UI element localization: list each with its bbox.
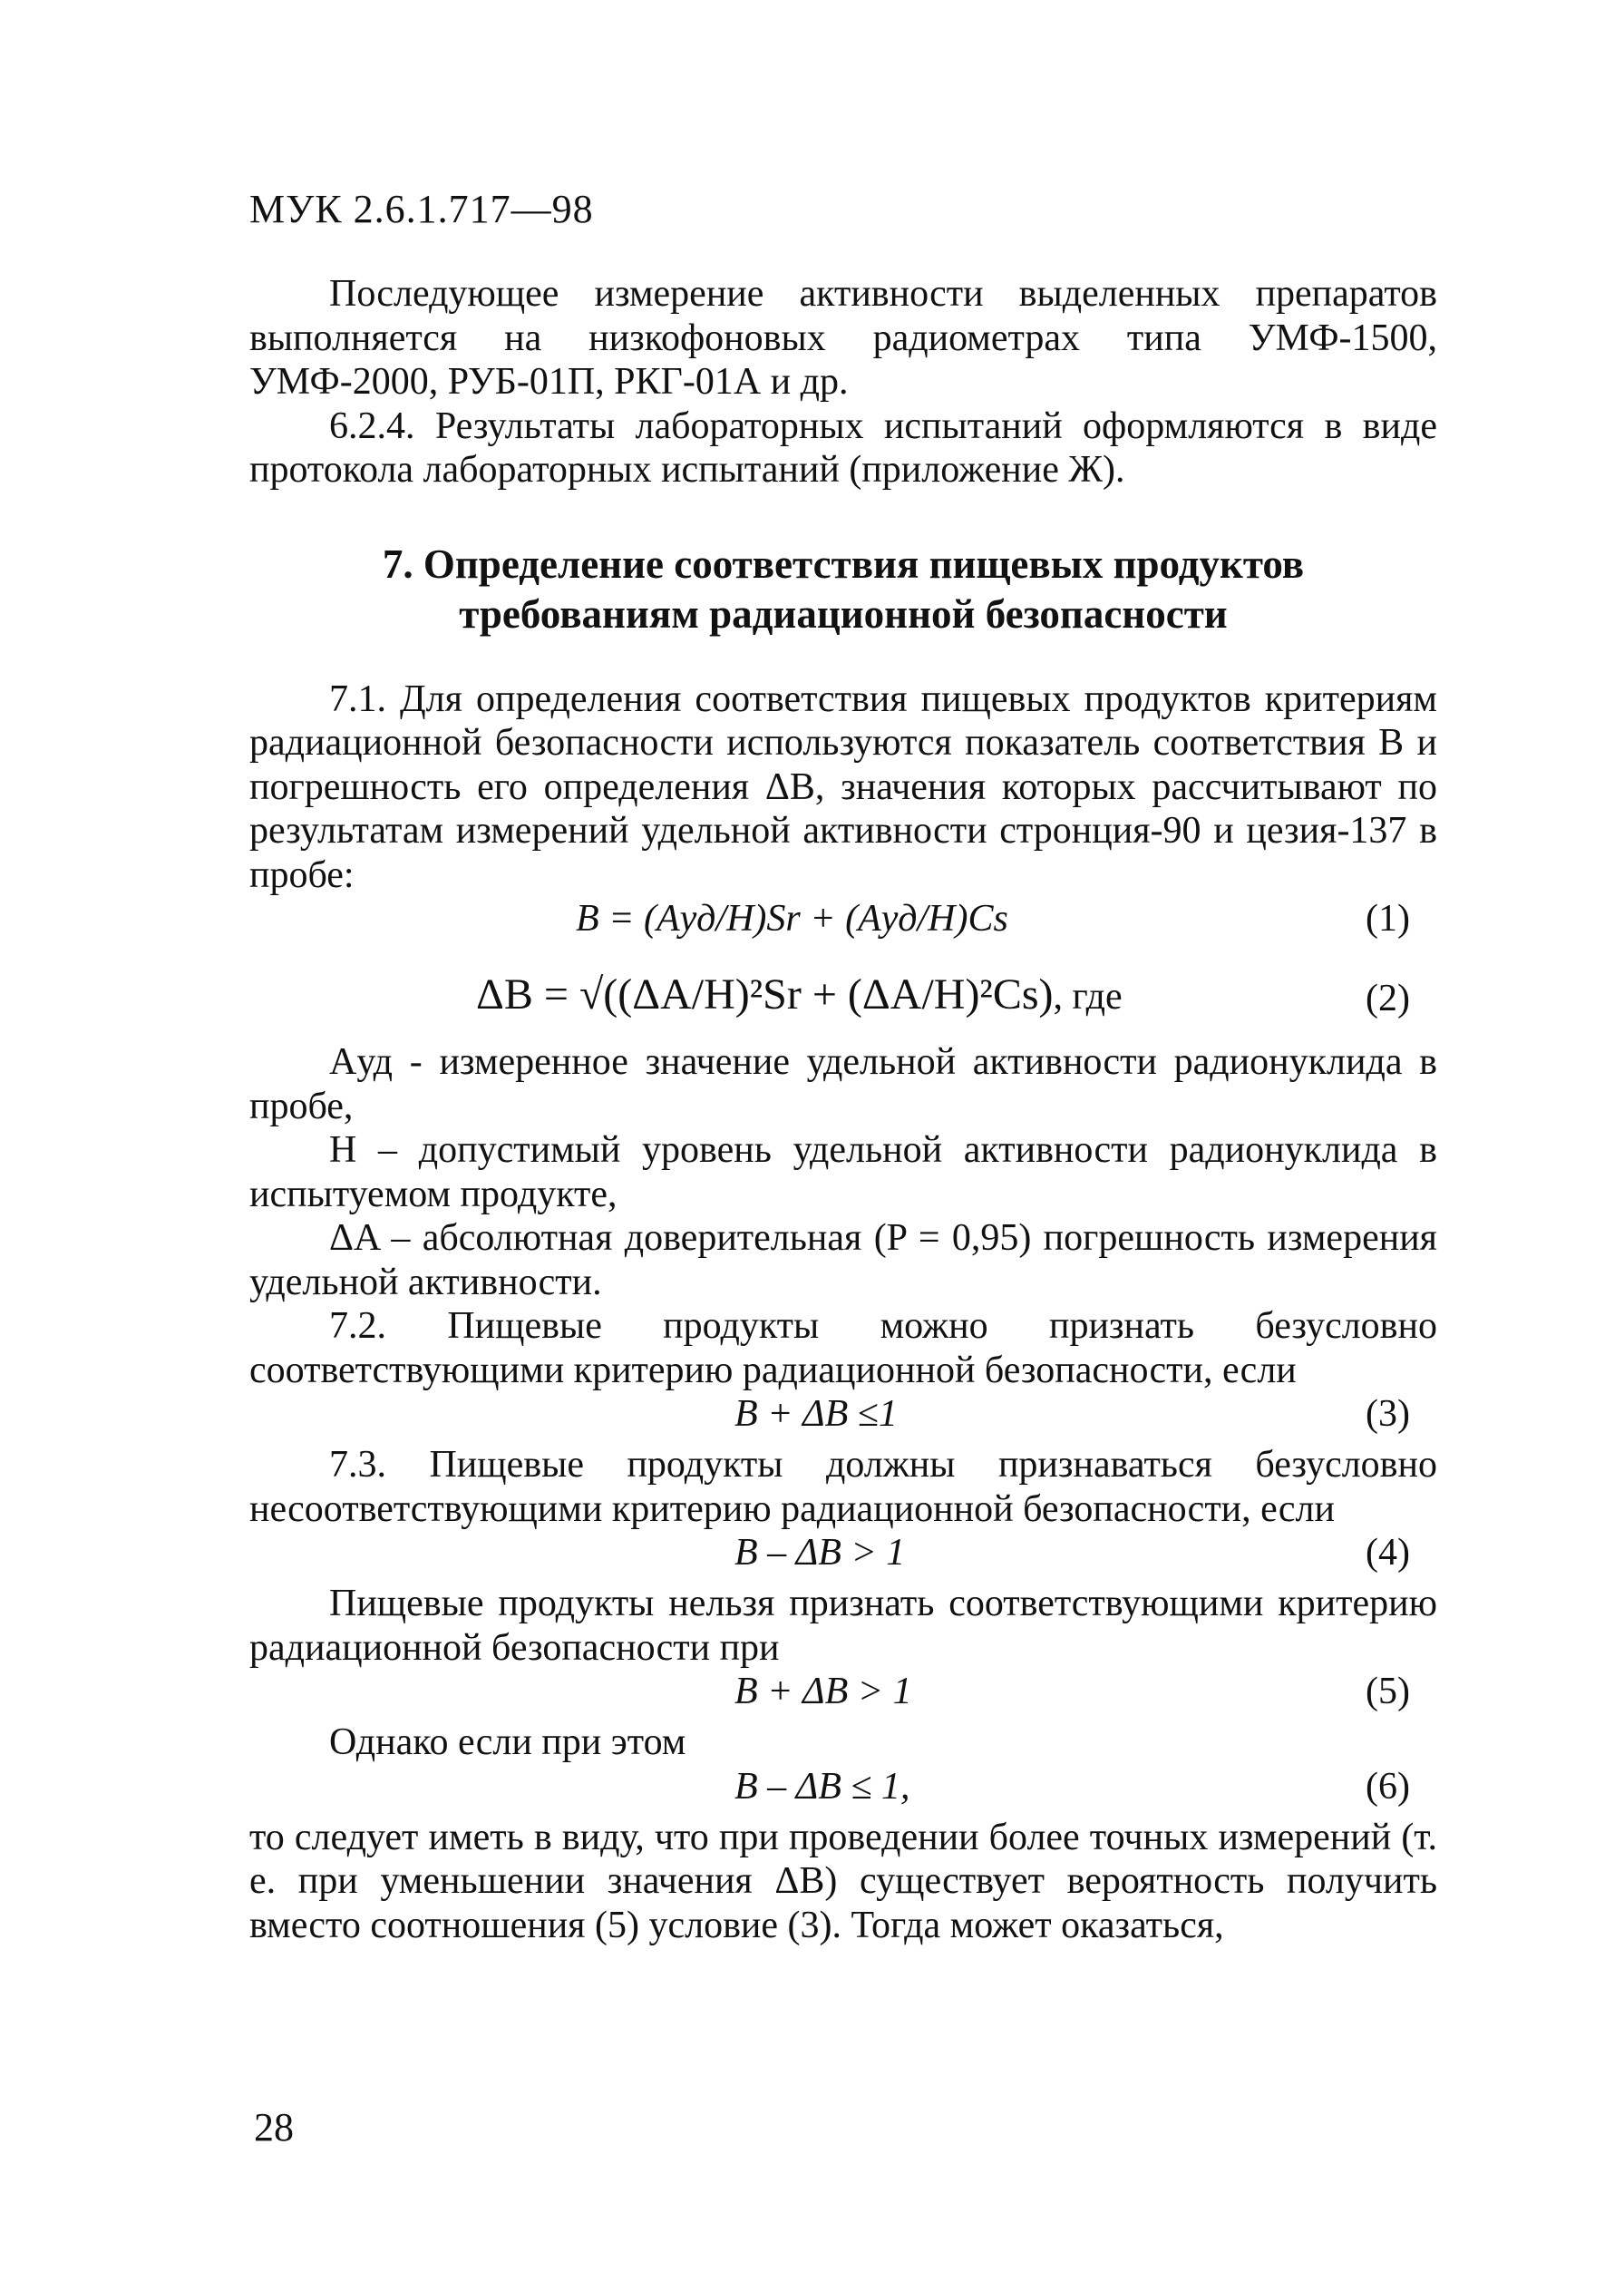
paragraph-final: то следует иметь в виду, что при проведении более точных измерений (т. е. при уменьшении значения ΔB) существует вероятность получить вместо соотношения (5) условие (3). Тогда может оказаться, xyxy=(249,1816,1437,1946)
paragraph-odnako: Однако если при этом xyxy=(329,1721,686,1763)
equation-2-suffix: , где xyxy=(1053,976,1123,1018)
paragraph-6-2-4: 6.2.4. Результаты лабораторных испытаний оформляются в виде протокола лабораторных испытаний (приложение Ж). xyxy=(249,405,1437,491)
definition-delta-a: ΔA – абсолютная доверительная (P = 0,95) погрешность измерения удельной активности. xyxy=(249,1217,1437,1303)
equation-3-formula: B + ΔB ≤1 xyxy=(734,1393,898,1435)
equation-3 xyxy=(249,1392,1437,1443)
definition-a-ud: Aуд - измеренное значение удельной активности радионуклида в пробе, xyxy=(249,1041,1437,1127)
paragraph-7-3: 7.3. Пищевые продукты должны признаваться безусловно несоответствующими критерию радиационной безопасности, если xyxy=(249,1444,1437,1530)
section-title xyxy=(249,540,1437,639)
paragraph-7-1: 7.1. Для определения соответствия пищевых продуктов критериям радиационной безопасности используются показатель соответствия B и погрешность его определения ΔB, значения которых рассчитывают по результатам измерений удельной активности стронция-90 и цезия-137 в пробе: xyxy=(249,677,1437,896)
equation-6-formula: B – ΔB ≤ 1, xyxy=(734,1765,910,1808)
equation-1 xyxy=(249,897,1437,948)
section-title-line-1: 7. Определение соответствия пищевых продуктов xyxy=(382,541,1305,587)
equation-2-number: (2) xyxy=(1366,978,1410,1019)
equation-1-number: (1) xyxy=(1366,898,1410,940)
equation-3-number: (3) xyxy=(1366,1393,1410,1435)
equation-4-formula: B – ΔB > 1 xyxy=(734,1532,906,1574)
paragraph-7-2: 7.2. Пищевые продукты можно признать безусловно соответствующими критерию радиационной безопасности, если xyxy=(249,1305,1437,1391)
equation-5-number: (5) xyxy=(1366,1671,1410,1712)
equation-2-formula: ΔB = √((ΔA/H)²Sr + (ΔA/H)²Cs) xyxy=(476,970,1054,1019)
body-text xyxy=(249,272,1437,1947)
document-header: МУК 2.6.1.717—98 xyxy=(249,187,594,231)
equation-4 xyxy=(249,1531,1437,1582)
equation-6 xyxy=(249,1765,1437,1816)
equation-1-formula: B = (Aуд/H)Sr + (Aуд/H)Cs xyxy=(576,898,1008,940)
equation-4-number: (4) xyxy=(1366,1532,1410,1574)
paragraph-intro: Последующее измерение активности выделенных препаратов выполняется на низкофоновых радиометрах типа УМФ-1500, УМФ-2000, РУБ-01П, РКГ-01А и др. xyxy=(249,273,1437,403)
equation-2 xyxy=(249,957,1437,1037)
equation-5-formula: B + ΔB > 1 xyxy=(734,1671,912,1712)
paragraph-nelzya: Пищевые продукты нельзя признать соответствующими критерию радиационной безопасности при xyxy=(249,1583,1437,1669)
equation-5 xyxy=(249,1670,1437,1720)
page-number: 28 xyxy=(254,2105,294,2149)
section-title-line-2: требованиям радиационной безопасности xyxy=(459,590,1228,637)
definition-h: H – допустимый уровень удельной активности радионуклида в испытуемом продукте, xyxy=(249,1129,1437,1215)
equation-6-number: (6) xyxy=(1366,1765,1410,1808)
